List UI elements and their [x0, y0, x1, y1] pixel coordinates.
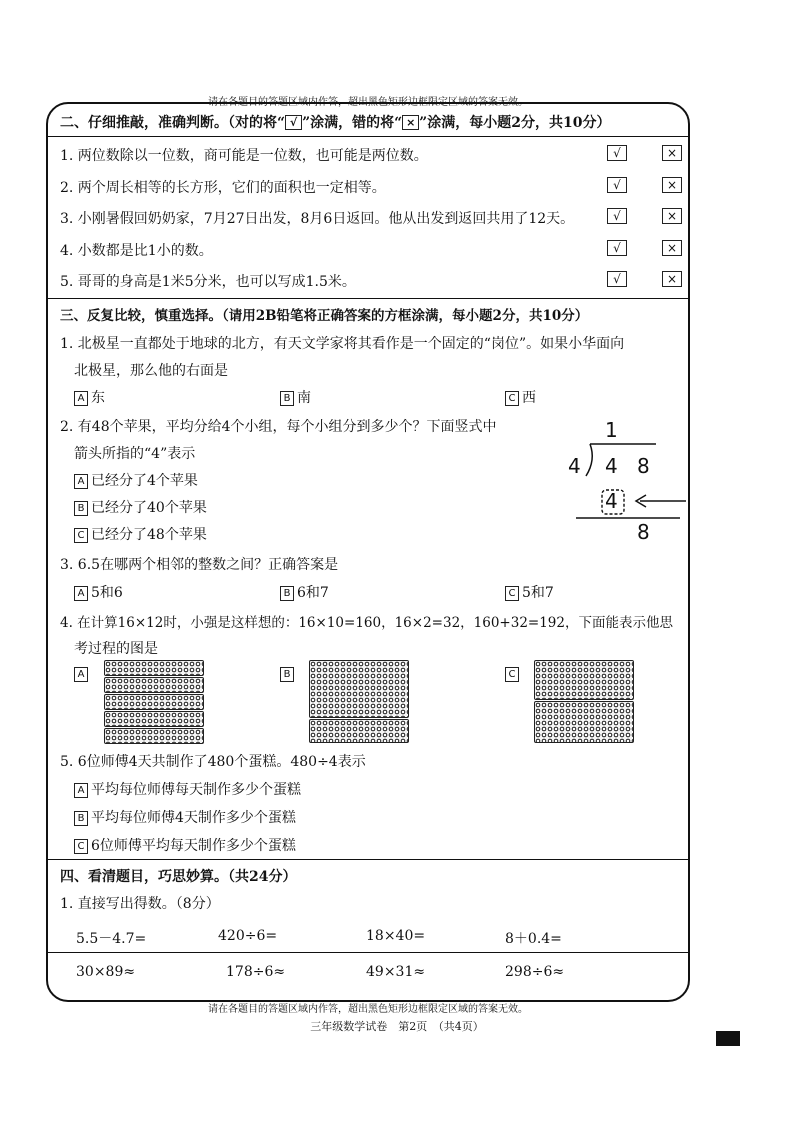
division-dividend-ones: 8 — [637, 454, 650, 478]
division-remainder: 8 — [637, 520, 650, 544]
page-footer: 三年级数学试卷 第2页 （共4页） — [310, 1020, 484, 1033]
judge-1-false-box[interactable]: × — [662, 145, 682, 161]
arrow-left-icon — [632, 491, 688, 511]
q2-text-line1: 2. 有48个苹果，平均分给4个小组，每个小组分到多少个？下面竖式中 — [60, 419, 497, 435]
option-box[interactable]: B — [74, 501, 88, 516]
calc-r1-c4: 8＋0.4= — [505, 931, 562, 947]
check-symbol-icon: √ — [285, 115, 302, 130]
division-dividend-tens: 4 — [605, 454, 618, 478]
q2-text-line2: 箭头所指的“4”表示 — [74, 446, 196, 462]
option-box[interactable]: C — [505, 391, 519, 406]
section-4-title: 四、看清题目，巧思妙算。（共24分） — [60, 869, 297, 885]
q1-option-c[interactable]: C 西 — [505, 387, 536, 407]
q5-option-c[interactable]: C 6位师傅平均每天制作多少个蛋糕 — [74, 835, 296, 855]
judge-item-4: 4. 小数都是比1小的数。 — [60, 243, 213, 259]
option-box[interactable]: A — [74, 586, 88, 601]
calc-r1-c2: 420÷6= — [218, 928, 278, 944]
judge-4-false-box[interactable]: × — [662, 240, 682, 256]
q2-option-b[interactable]: B 已经分了40个苹果 — [74, 497, 207, 517]
section-2-title: 二、仔细推敲，准确判断。（对的将“ √ ”涂满，错的将“ × ”涂满，每小题2分，共10分） — [60, 115, 611, 131]
division-divisor: 4 — [568, 454, 581, 478]
option-box[interactable]: A — [74, 474, 88, 489]
s4-subquestion-1: 1. 直接写出得数。（8分） — [60, 896, 220, 912]
q4-option-a-box[interactable]: A — [74, 667, 88, 682]
judge-3-true-box[interactable]: √ — [607, 208, 627, 224]
judge-1-true-box[interactable]: √ — [607, 145, 627, 161]
q5-text: 5. 6位师傅4天共制作了480个蛋糕。480÷4表示 — [60, 754, 366, 770]
judge-2-false-box[interactable]: × — [662, 177, 682, 193]
judge-item-1: 1. 两位数除以一位数，商可能是一位数，也可能是两位数。 — [60, 148, 428, 164]
calc-r2-c1: 30×89≈ — [76, 964, 136, 980]
q4-text-line1: 4. 在计算16×12时，小强是这样想的：16×10=160，16×2=32，160+32=192，下面能表示他思 — [60, 615, 673, 631]
judge-4-true-box[interactable]: √ — [607, 240, 627, 256]
option-box[interactable]: C — [74, 839, 88, 854]
top-notice: 请在各题目的答题区域内作答，超出黑色矩形边框限定区域的答案无效。 — [208, 97, 528, 108]
cross-symbol-icon: × — [402, 115, 419, 130]
judge-item-3: 3. 小刚暑假回奶奶家，7月27日出发，8月6日返回。他从出发到返回共用了12天。 — [60, 211, 575, 227]
judge-item-2: 2. 两个周长相等的长方形，它们的面积也一定相等。 — [60, 180, 386, 196]
division-product: 4 — [605, 489, 618, 513]
corner-marker — [716, 1031, 740, 1046]
q2-option-c[interactable]: C 已经分了48个苹果 — [74, 524, 207, 544]
calc-r2-c3: 49×31≈ — [366, 964, 426, 980]
q4-option-c-box[interactable]: C — [505, 667, 519, 682]
option-box[interactable]: A — [74, 783, 88, 798]
option-box[interactable]: B — [280, 391, 294, 406]
option-box[interactable]: C — [74, 528, 88, 543]
judge-item-5: 5. 哥哥的身高是1米5分米，也可以写成1.5米。 — [60, 274, 356, 290]
judge-5-false-box[interactable]: × — [662, 271, 682, 287]
judge-5-true-box[interactable]: √ — [607, 271, 627, 287]
calc-r2-c4: 298÷6≈ — [505, 964, 565, 980]
q1-text-line2: 北极星，那么他的右面是 — [74, 363, 228, 379]
calc-r1-c1: 5.5－4.7= — [76, 931, 147, 947]
bottom-notice: 请在各题目的答题区域内作答，超出黑色矩形边框限定区域的答案无效。 — [208, 1004, 528, 1015]
q1-option-b[interactable]: B 南 — [280, 387, 311, 407]
judge-3-false-box[interactable]: × — [662, 208, 682, 224]
judge-2-true-box[interactable]: √ — [607, 177, 627, 193]
section-3-title: 三、反复比较，慎重选择。（请用2B铅笔将正确答案的方框涂满，每小题2分，共10分） — [60, 308, 589, 324]
q5-option-b[interactable]: B 平均每位师傅4天制作多少个蛋糕 — [74, 807, 296, 827]
option-box[interactable]: B — [74, 811, 88, 826]
q3-option-b[interactable]: B 6和7 — [280, 582, 329, 602]
option-box[interactable]: C — [505, 586, 519, 601]
q5-option-a[interactable]: A 平均每位师傅每天制作多少个蛋糕 — [74, 779, 301, 799]
q3-text: 3. 6.5在哪两个相邻的整数之间？正确答案是 — [60, 557, 339, 573]
q1-option-a[interactable]: A 东 — [74, 387, 105, 407]
calc-r1-c3: 18×40= — [366, 928, 426, 944]
division-quotient: 1 — [605, 418, 618, 442]
q4-option-b-box[interactable]: B — [280, 667, 294, 682]
q3-option-c[interactable]: C 5和7 — [505, 582, 554, 602]
q1-text-line1: 1. 北极星一直都处于地球的北方，有天文学家将其看作是一个固定的“岗位”。如果小华面向 — [60, 336, 625, 352]
option-box[interactable]: A — [74, 391, 88, 406]
calc-r2-c2: 178÷6≈ — [226, 964, 286, 980]
q4-text-line2: 考过程的图是 — [74, 641, 158, 657]
q2-option-a[interactable]: A 已经分了4个苹果 — [74, 470, 198, 490]
q3-option-a[interactable]: A 5和6 — [74, 582, 123, 602]
option-box[interactable]: B — [280, 586, 294, 601]
